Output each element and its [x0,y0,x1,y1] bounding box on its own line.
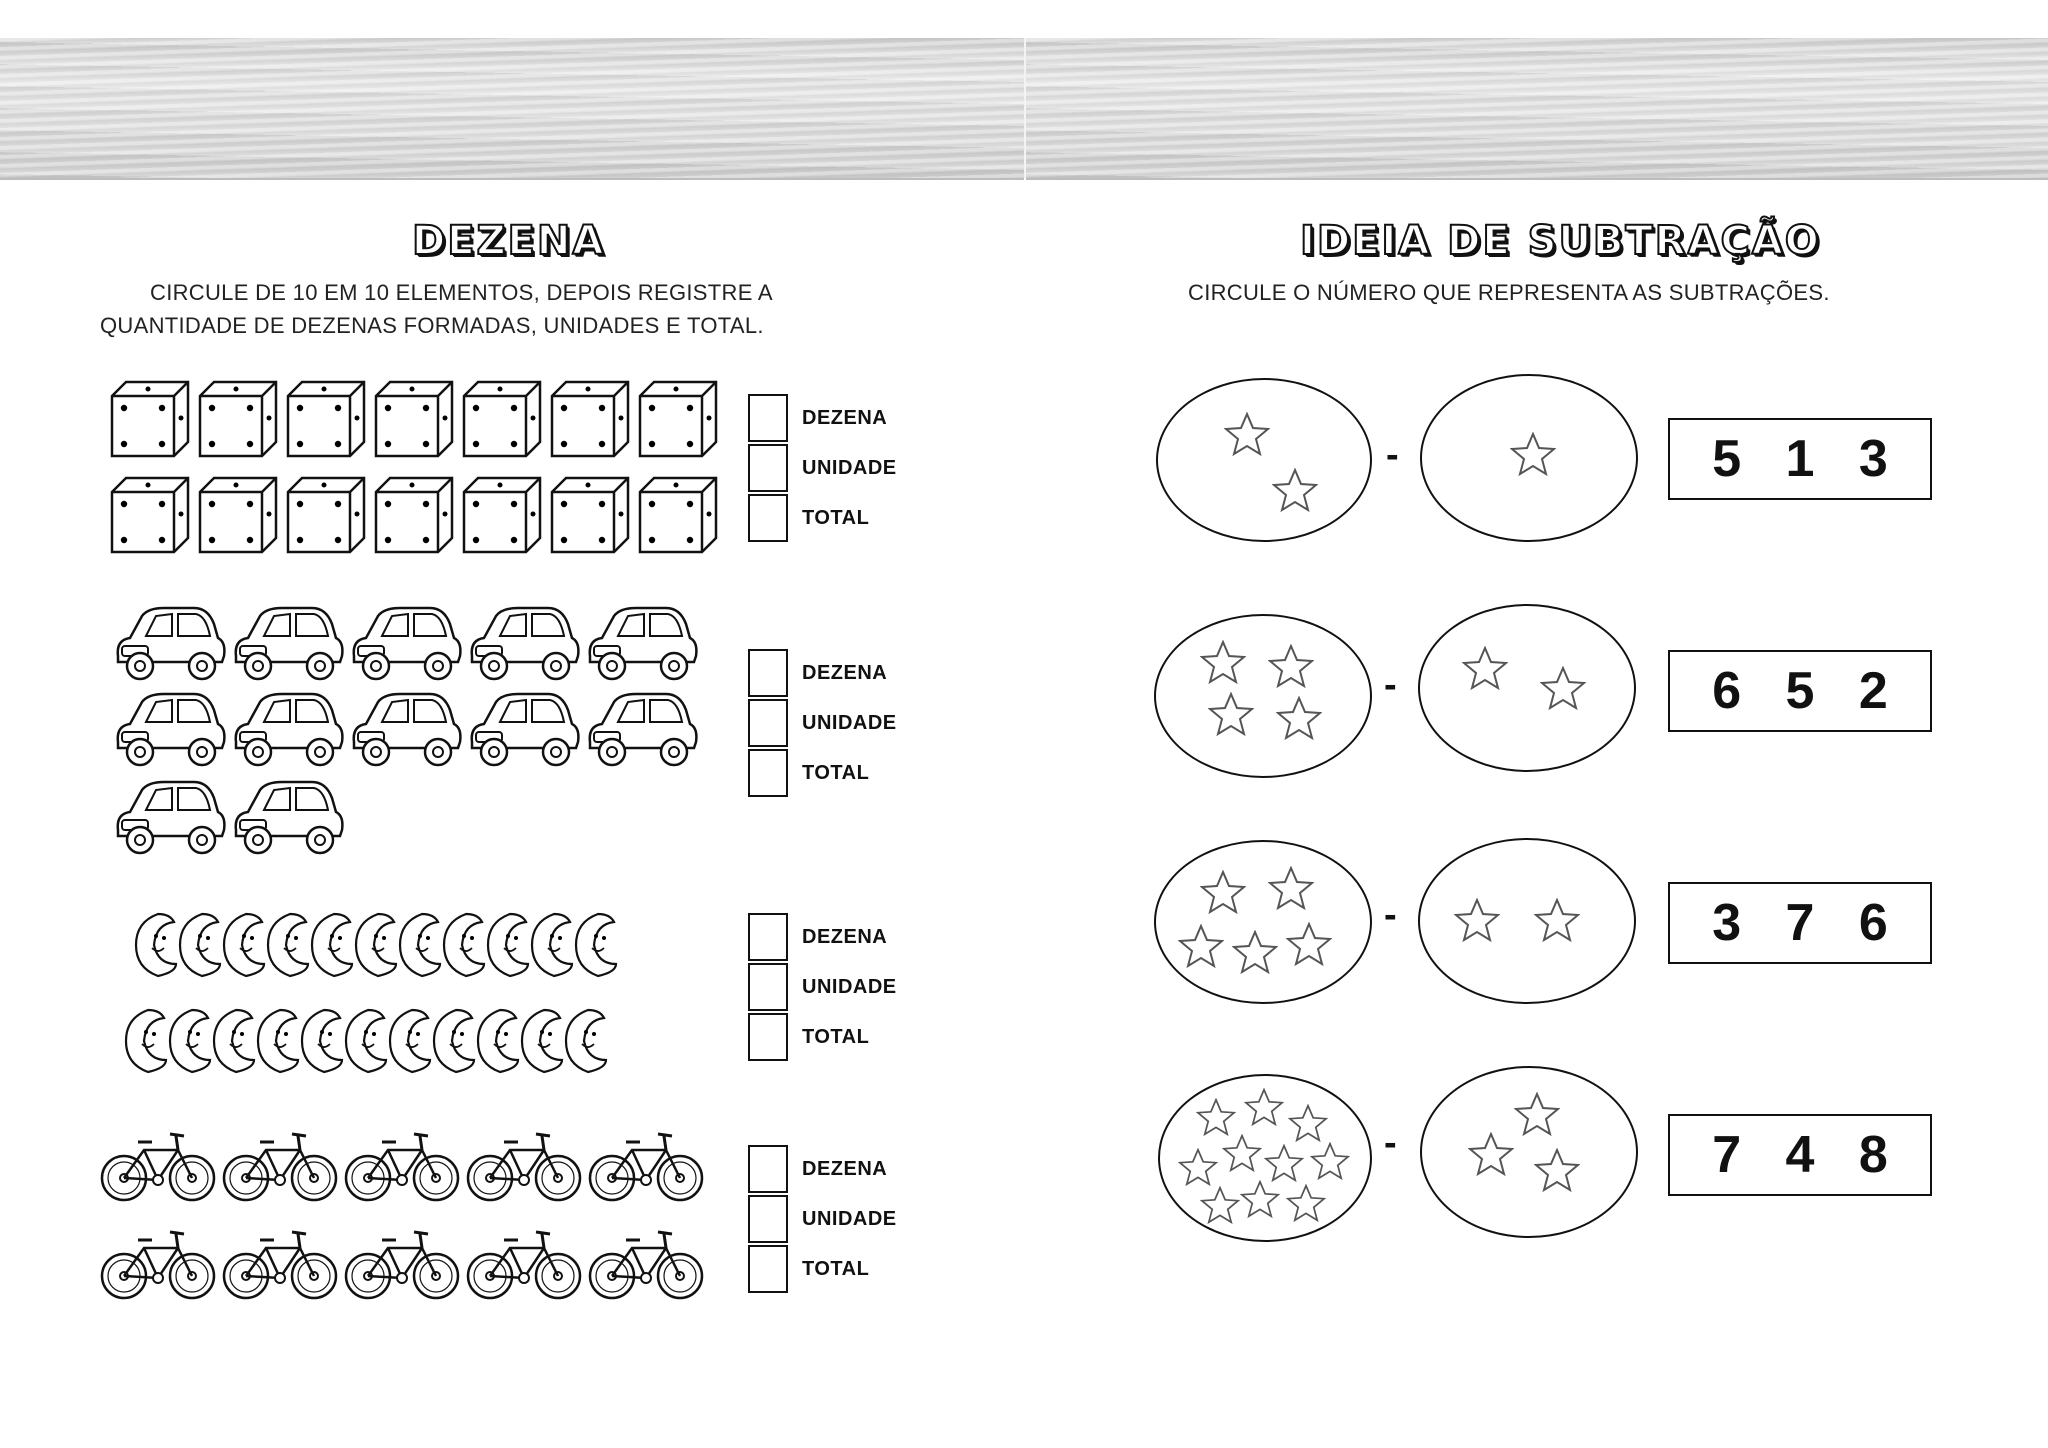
right-instruction: CIRCULE O NÚMERO QUE REPRESENTA AS SUBTRAÇÕES. [1188,280,1830,305]
moon-icon [134,912,178,978]
moon-icon [398,912,442,978]
minus-sign-2: - [1384,664,1397,706]
moon-icon [168,1008,212,1074]
dice-icon [548,474,632,556]
star-icon [1178,1148,1218,1186]
star-icon [1196,1098,1236,1136]
dice-icon [196,474,280,556]
dezena-input-box[interactable] [748,913,788,961]
dice-row-1 [108,378,720,460]
star-icon [1224,412,1270,456]
wood-header-left [0,38,1024,180]
dice-icon [460,474,544,556]
star-icon [1510,432,1556,476]
car-icon [112,600,228,686]
car-icon [348,600,464,686]
moon-icon [520,1008,564,1074]
car-row-1 [112,600,700,686]
unidade-input-box[interactable] [748,699,788,747]
answer-option[interactable]: 8 [1858,1126,1888,1184]
moon-icon [178,912,222,978]
star-icon [1272,468,1318,512]
car-icon [230,774,346,860]
left-star-group-2 [1154,614,1372,778]
moon-icon [354,912,398,978]
bicycle-row-1 [100,1122,704,1206]
moon-icon [256,1008,300,1074]
star-icon [1454,898,1500,942]
star-icon [1268,866,1314,910]
left-star-group-4 [1158,1074,1372,1242]
star-icon [1208,692,1254,736]
car-icon [584,600,700,686]
star-icon [1200,640,1246,684]
answer-options-3 [1668,882,1932,964]
star-icon [1178,924,1224,968]
car-icon [466,686,582,772]
dice-icon [548,378,632,460]
dezena-input-box[interactable] [748,1145,788,1193]
dezena-label: DEZENA [802,1157,888,1180]
star-icon [1232,930,1278,974]
moon-icon [222,912,266,978]
answer-option[interactable]: 4 [1785,1126,1815,1184]
star-icon [1286,1184,1326,1222]
star-icon-spacer [1224,898,1225,899]
total-input-box[interactable] [748,1013,788,1061]
unidade-input-box[interactable] [748,1195,788,1243]
unidade-label: UNIDADE [802,711,897,734]
star-icon [1462,646,1508,690]
dice-icon [108,474,192,556]
bicycle-row-2 [100,1220,704,1304]
right-page-title: IDEIA DE SUBTRAÇÃO [1300,218,1821,264]
car-row-2 [112,686,700,772]
unidade-label: UNIDADE [802,456,897,479]
moon-icon [212,1008,256,1074]
answer-option[interactable]: 7 [1712,1126,1742,1184]
right-star-group-1 [1420,374,1638,542]
dezena-label: DEZENA [802,925,888,948]
moon-icon [442,912,486,978]
dice-icon [372,474,456,556]
moon-icon [124,1008,168,1074]
bicycle-icon [344,1122,460,1206]
moon-icon [476,1008,520,1074]
answer-options-4 [1668,1114,1932,1196]
car-icon [348,686,464,772]
star-icon [1276,696,1322,740]
car-icon [112,774,228,860]
total-input-box[interactable] [748,1245,788,1293]
car-icon [230,600,346,686]
moon-icon [486,912,530,978]
tally-bicycles [748,1144,897,1294]
left-instruction-line-2: QUANTIDADE DE DEZENAS FORMADAS, UNIDADES E TOTAL. [100,313,764,338]
star-icon [1240,1180,1280,1218]
star-icon [1264,1144,1304,1182]
left-star-group-3 [1154,840,1372,1004]
moon-row-2 [124,1008,608,1074]
tally-cars [748,648,897,798]
bicycle-icon [222,1122,338,1206]
car-icon [466,600,582,686]
dice-icon [196,378,280,460]
dice-icon [284,378,368,460]
moon-row-1 [134,912,618,978]
answer-option[interactable]: 5 [1712,430,1742,488]
total-input-box[interactable] [748,494,788,542]
dezena-label: DEZENA [802,406,888,429]
star-icon [1534,1148,1580,1192]
star-icon [1540,666,1586,710]
star-icon [1200,870,1246,914]
answer-option[interactable]: 5 [1785,662,1815,720]
car-row-3 [112,774,346,860]
car-icon [230,686,346,772]
car-icon [584,686,700,772]
total-input-box[interactable] [748,749,788,797]
left-instruction-line-1: CIRCULE DE 10 EM 10 ELEMENTOS, DEPOIS REGISTRE A [150,280,773,305]
bicycle-icon [588,1220,704,1304]
unidade-input-box[interactable] [748,963,788,1011]
bicycle-icon [100,1220,216,1304]
dezena-input-box[interactable] [748,394,788,442]
dezena-label: DEZENA [802,661,888,684]
answer-option[interactable]: 6 [1858,894,1888,952]
right-star-group-4 [1420,1066,1638,1238]
star-icon [1222,1134,1262,1172]
right-star-group-2 [1418,604,1636,772]
left-page-title: DEZENA [412,218,606,264]
star-icon [1268,644,1314,688]
right-star-group-3 [1418,838,1636,1004]
moon-icon [344,1008,388,1074]
bicycle-icon [466,1122,582,1206]
answer-option[interactable]: 2 [1858,662,1888,720]
star-icon [1310,1142,1350,1180]
star-icon [1200,1186,1240,1224]
dice-icon [460,378,544,460]
dice-icon [372,378,456,460]
dice-row-2 [108,474,720,556]
unidade-label: UNIDADE [802,1207,897,1230]
moon-icon [530,912,574,978]
total-label: TOTAL [802,1025,870,1048]
star-icon [1288,1104,1328,1142]
bicycle-icon [466,1220,582,1304]
answer-option[interactable]: 3 [1858,430,1888,488]
minus-sign-4: - [1384,1122,1397,1164]
minus-sign-1: - [1386,434,1399,476]
star-icon [1514,1092,1560,1136]
bicycle-icon [100,1122,216,1206]
answer-option[interactable]: 7 [1785,894,1815,952]
moon-icon [388,1008,432,1074]
dice-icon [636,378,720,460]
moon-icon [432,1008,476,1074]
dezena-input-box[interactable] [748,649,788,697]
star-icon [1286,922,1332,966]
bicycle-icon [222,1220,338,1304]
tally-moons [748,912,897,1062]
answer-option[interactable]: 1 [1785,430,1815,488]
dice-icon [108,378,192,460]
total-label: TOTAL [802,761,870,784]
unidade-label: UNIDADE [802,975,897,998]
moon-icon [564,1008,608,1074]
answer-options-2 [1668,650,1932,732]
answer-option[interactable]: 3 [1712,894,1742,952]
moon-icon [310,912,354,978]
bicycle-icon [344,1220,460,1304]
dice-icon [636,474,720,556]
star-icon [1244,1088,1284,1126]
total-label: TOTAL [802,506,870,529]
answer-option[interactable]: 6 [1712,662,1742,720]
total-label: TOTAL [802,1257,870,1280]
left-star-group-1 [1156,378,1372,542]
bicycle-icon [588,1122,704,1206]
star-icon [1534,898,1580,942]
unidade-input-box[interactable] [748,444,788,492]
tally-dice [748,393,897,543]
moon-icon [300,1008,344,1074]
car-icon [112,686,228,772]
moon-icon [266,912,310,978]
moon-icon [574,912,618,978]
minus-sign-3: - [1384,894,1397,936]
answer-options-1 [1668,418,1932,500]
dice-icon [284,474,368,556]
star-icon [1468,1132,1514,1176]
wood-header-right [1026,38,2048,180]
